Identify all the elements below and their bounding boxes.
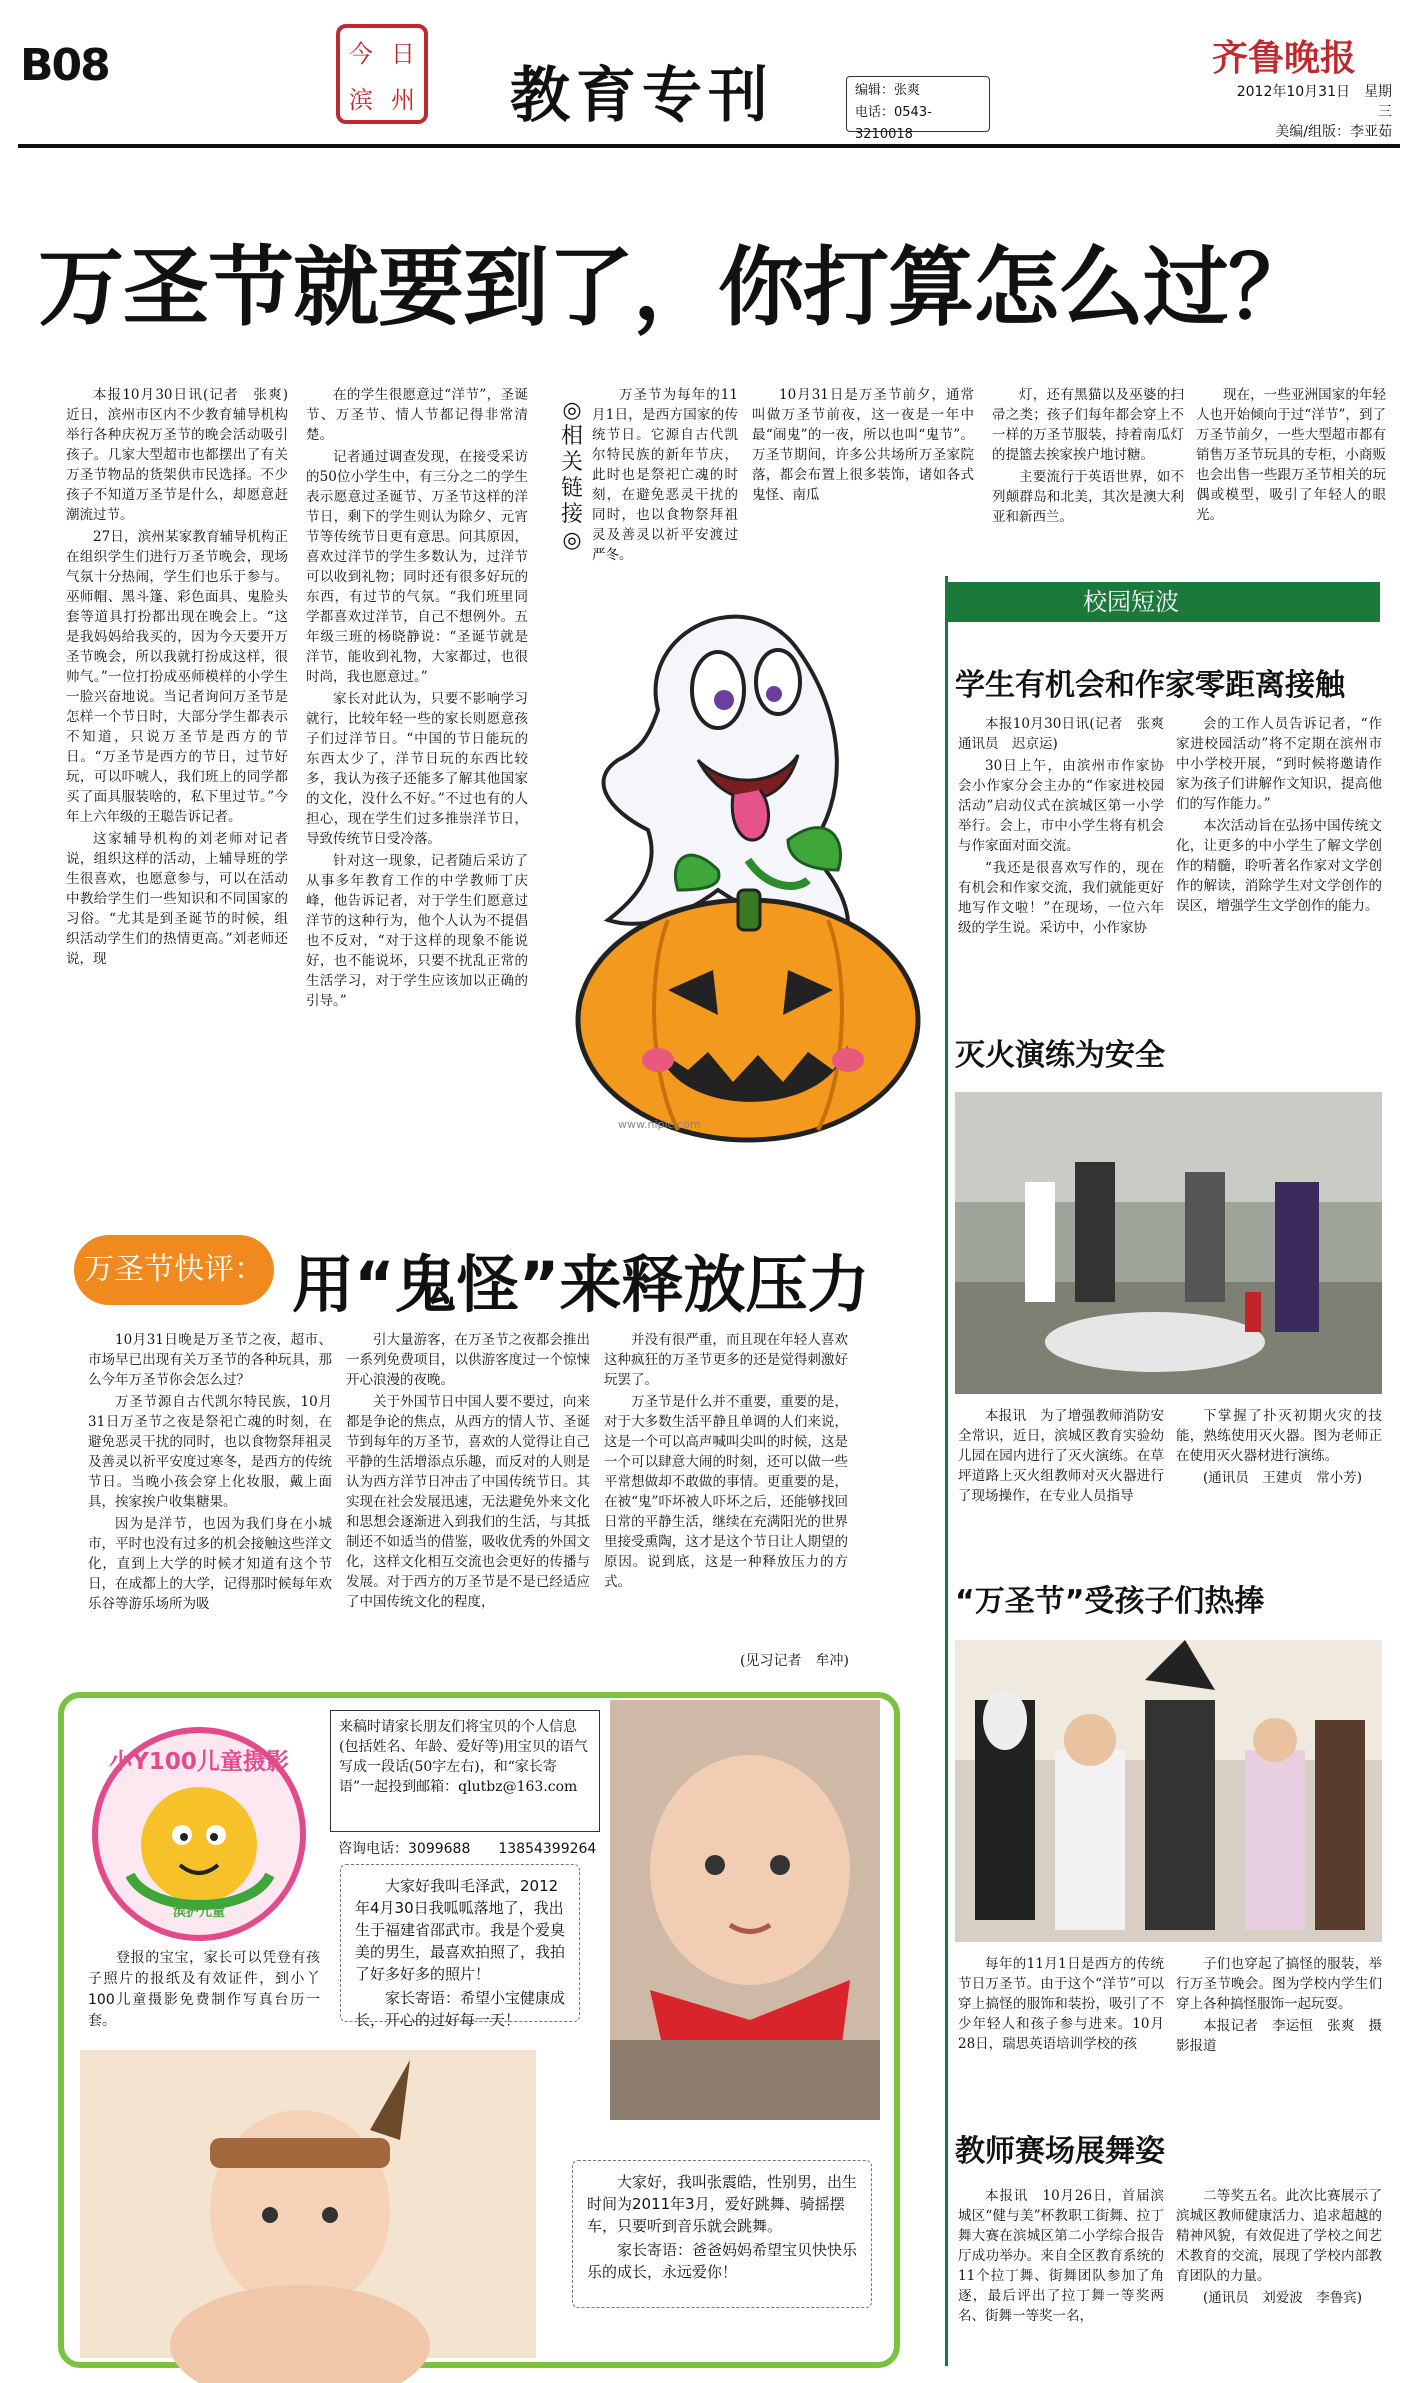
city-logo-seal [336, 24, 428, 124]
date-block [1232, 82, 1392, 142]
tag-label: 校园短波 [1083, 588, 1179, 616]
commentary-column-3 [604, 1330, 848, 1644]
commentary-byline: (见习记者 牟冲) [740, 1653, 849, 1669]
paragraph: 家长对此认为，只要不影响学习就行，比较年轻一些的家长则愿意孩子们过洋节日。“中国的节日能玩的东西太少了，洋节日玩的东西比较多，我认为孩子还能多了解其他国家的文化，没什么不好。”不过也有的人担心，现在学生们过多推崇洋节日，导致传统节日受冷落。 [306, 691, 528, 847]
main-column-2 [306, 385, 528, 1165]
masthead-rule [18, 144, 1400, 148]
paragraph: 子们也穿起了搞怪的服装，举行万圣节晚会。图为学校内学生们穿上各种搞怪服饰一起玩耍。 [1176, 1956, 1382, 2012]
baby-1-photo [610, 1700, 880, 2120]
page-number: B08 [20, 40, 109, 91]
studio-logo [90, 1725, 308, 1943]
paragraph: 因为是洋节，也因为我们身在小城市，平时也没有过多的机会接触这些洋文化，直到上大学的时候才知道有这个节日，在成都上的大学，记得那时候每年欢乐谷等游乐场所为吸 [88, 1516, 332, 1612]
logo-char: 今 [349, 39, 373, 68]
paragraph: 这家辅导机构的刘老师对记者说，组织这样的活动，上辅导班的学生很喜欢，也愿意参与，可以在活动中教给学生们一些知识和不同国家的习俗。“尤其是到圣诞节的时候，组织活动学生们的热情更高。”刘老师还说，现 [66, 831, 288, 967]
paragraph: 灯，还有黑猫以及巫婆的扫帚之类；孩子们每年都会穿上不一样的万圣节服装，持着南瓜灯的提篮去挨家挨户地讨糖。 [992, 387, 1184, 463]
commentary-headline: 用“鬼怪”来释放压力 [292, 1248, 870, 1321]
baby-1-intro [340, 1864, 580, 2029]
halloween-kids-photo-icon [955, 1640, 1382, 1942]
art-editor-line: 美编/组版：李亚茹 [1275, 124, 1392, 140]
sidebar-title-1: 学生有机会和作家零距离接触 [955, 668, 1345, 703]
paragraph: 每年的11月1日是西方的传统节日万圣节。由于这个“洋节”可以穿上搞怪的服饰和装扮，吸引了不少年轻人和孩子参与进来。10月28日，瑞思英语培训学校的孩 [958, 1956, 1164, 2052]
paragraph: 主要流行于英语世界，如不列颠群岛和北美，其次是澳大利亚和新西兰。 [992, 469, 1184, 525]
image-credit: www.nipic.com [618, 1118, 701, 1131]
campus-news-tag [948, 582, 1380, 622]
ghost-pumpkin-illustration [548, 590, 928, 1150]
commentary-column-1 [88, 1330, 332, 1670]
sidebar-4-col-2 [1176, 2186, 1382, 2366]
date-line: 2012年10月31日 星期三 [1236, 84, 1392, 120]
paragraph: 万圣节是什么并不重要，重要的是，对于大多数生活平静且单调的人们来说，这是一个可以高声喊叫尖叫的时候，这是一个可以肆意大闹的时刻，还可以做一些平常想做却不敢做的事情。更重要的是，在被“鬼”吓坏被人吓坏之后，还能够找回日常的平静生活，继续在充满阳光的世界里接受熏陶，这才是这个节日让人期望的原因。说到底，这是一种释放压力的方式。 [604, 1394, 848, 1590]
paragraph: 本报10月30日讯(记者 张爽) 近日，滨州市区内不少教育辅导机构举行各种庆祝万圣节的晚会活动吸引孩子。几家大型超市也都摆出了有关万圣节物品的货架供市民选择。不少孩子不知道万圣节是什么，却愿意赶潮流过节。 [66, 387, 302, 523]
submission-note: 来稿时请家长朋友们将宝贝的个人信息(包括姓名、年龄、爱好等)用宝贝的语气写成一段话(50字左右)，和“家长寄语”一起投到邮箱：qlutbz@163.com [330, 1710, 600, 1832]
related-column-3 [992, 385, 1184, 560]
paragraph: 下掌握了扑灭初期火灾的技能，熟练使用灭火器。图为老师正在使用灭火器材进行演练。 [1176, 1408, 1382, 1464]
paragraph: 本报10月30日讯(记者 张爽 通讯员 迟京运) [958, 716, 1178, 752]
sidebar-3-col-2 [1176, 1954, 1382, 2104]
fire-drill-photo-icon [955, 1092, 1382, 1394]
sidebar-title-2: 灭火演练为安全 [955, 1038, 1165, 1073]
paragraph: “我还是很喜欢写作的，现在有机会和作家交流，我们就能更好地写作文啦！”在现场，一位六年级的学生说。采访中，小作家协 [958, 860, 1164, 936]
paragraph: 家长寄语：爸爸妈妈希望宝贝快快乐乐的成长，永远爱你！ [587, 2241, 858, 2281]
paragraph: 10月31日是万圣节前夕，通常叫做万圣节前夜，这一夜是一年中最“闹鬼”的一夜，所以也叫“鬼节”。万圣节期间，许多公共场所万圣家院落，都会布置上很多装饰，诸如各式鬼怪、南瓜 [752, 387, 974, 503]
paragraph: 引大量游客，在万圣节之夜都会推出一系列免费项目，以供游客度过一个惊悚开心浪漫的夜晚。 [346, 1332, 590, 1388]
related-links-label: ◎相关链接◎ [560, 398, 583, 553]
logo-char: 滨 [349, 85, 373, 114]
main-headline: 万圣节就要到了，你打算怎么过？ [38, 238, 1313, 338]
sidebar-2-col-1 [958, 1406, 1164, 1536]
paragraph: 会的工作人员告诉记者，“作家进校园活动”将不定期在滨州市中小学校开展，“到时候将邀请作家为孩子们讲解作文知识，提高他们的写作能力。” [1176, 716, 1382, 812]
baby-2-photo [80, 2050, 536, 2358]
sidebar-1-col-2 [1176, 714, 1382, 1014]
sidebar-title-3: “万圣节”受孩子们热捧 [955, 1584, 1265, 1619]
related-column-4 [1196, 385, 1386, 560]
paragraph: 登报的宝宝，家长可以凭登有孩子照片的报纸及有效证件，到小丫100儿童摄影免费制作写真台历一套。 [88, 1950, 320, 2029]
paragraph: 大家好，我叫张震皓，性别男，出生时间为2011年3月，爱好跳舞、骑摇摆车，只要听到音乐就会跳舞。 [587, 2173, 858, 2235]
logo-char: 日 [391, 39, 415, 68]
baby-photo-icon [80, 2050, 536, 2358]
commentary-column-2 [346, 1330, 590, 1670]
paragraph: 本报记者 李运恒 张爽 摄影报道 [1176, 2018, 1382, 2054]
paragraph: 关于外国节日中国人要不要过，向来都是争论的焦点，从西方的情人节、圣诞节到每年的万圣节，喜欢的人觉得让自己平静的生活增添点乐趣，而反对的人则是认为西方洋节日冲击了中国传统节日。其实现在社会发展迅速，无法避免外来文化和思想会逐渐进入到我们的生活，与其抵制还不如适当的借鉴，吸收优秀的外国文化，这样文化相互交流也会更好的传播与发展。对于西方的万圣节是不是已经适应了中国传统文化的程度， [346, 1394, 590, 1610]
sidebar-rule [945, 576, 948, 2366]
editor-line: 编辑：张爽 [855, 83, 921, 98]
paragraph: 二等奖五名。此次比赛展示了滨城区教师健康活力、追求超越的精神风貌，有效促进了学校之间艺术教育的交流，展现了学校内部教育团队的力量。 [1176, 2188, 1382, 2284]
paragraph: 万圣节源自古代凯尔特民族，10月31日万圣节之夜是祭祀亡魂的时刻，在避免恶灵干扰的同时，也以食物祭拜祖灵及善灵以祈平安度过寒冬，是西方的传统节日。当晚小孩会穿上化妆服，戴上面具，挨家挨户收集糖果。 [88, 1394, 332, 1510]
editor-box [846, 76, 990, 142]
ghost-pumpkin-icon [548, 590, 928, 1150]
paragraph: (通讯员 王建贞 常小芳) [1203, 1470, 1363, 1486]
paragraph: 万圣节为每年的11月1日，是西方国家的传统节日。它源自古代凯尔特民族的新年节庆，此时也是祭祀亡魂的时刻，在避免恶灵干扰的同时，也以食物祭拜祖灵及善灵以祈平安渡过严冬。 [592, 387, 738, 563]
paragraph: (通讯员 刘爱波 李鲁宾) [1203, 2290, 1363, 2306]
studio-logo-text: 小Y100儿童摄影 [109, 1749, 289, 1775]
newspaper-name: 齐鲁晚报 [1212, 37, 1357, 79]
paragraph: 本次活动旨在弘扬中国传统文化，让更多的中小学生了解文学创作的精髓，聆听著名作家对文学创作的解读，消除学生对文学创作的误区，增强学生文学创作的能力。 [1176, 818, 1382, 914]
paragraph: 现在，一些亚洲国家的年轻人也开始倾向于过“洋节”，到了万圣节前夕，一些大型超市都有销售万圣节玩具的专柜，小商贩也会出售一些跟万圣节相关的玩偶或模型，吸引了年轻人的眼光。 [1196, 387, 1386, 523]
promo-text [88, 1948, 320, 2038]
commentary-badge: 万圣节快评： [74, 1235, 274, 1305]
baby-2-intro [572, 2160, 872, 2308]
sidebar-1-col-1 [958, 714, 1178, 1014]
paragraph: 并没有很严重，而且现在年轻人喜欢这种疯狂的万圣节更多的还是觉得刺激好玩罢了。 [604, 1332, 848, 1388]
fire-drill-photo [955, 1092, 1382, 1394]
paragraph: 10月31日晚是万圣节之夜，超市、市场早已出现有关万圣节的各种玩具，那么今年万圣节你会怎么过？ [88, 1332, 332, 1388]
paragraph: 针对这一现象，记者随后采访了从事多年教育工作的中学教师丁庆峰，他告诉记者，对于学生们愿意过洋节的这种行为，他个人认为不提倡也不反对，“对于这样的现象不能说好，也不能说坏，只要不扰乱正常的生活学习，对于学生应该加以正确的引导。” [306, 853, 528, 1009]
paragraph: 大家好我叫毛泽武，2012年4月30日我呱呱落地了，我出生于福建省邵武市。我是个爱臭美的男生，最喜欢拍照了，我拍了好多好多的照片！ [355, 1877, 566, 1983]
sidebar-4-col-1 [958, 2186, 1164, 2366]
phone-line: 电话：0543-3210018 [855, 105, 932, 142]
section-title: 教育专刊 [510, 61, 774, 131]
paragraph: 记者通过调查发现，在接受采访的50位小学生中，有三分之二的学生表示愿意过圣诞节、万圣节这样的洋节日，剩下的学生则认为除夕、元宵节等传统节日更有意思。问其原因，喜欢过洋节的学生多数认为，过洋节可以收到礼物；同时还有很多好玩的东西，有过节的气氛。“我们班里同学都喜欢过洋节，自己不想例外。五年级三班的杨晓静说：“圣诞节就是洋节，能收到礼物，大家都过，也很时尚，我也愿意过。” [306, 449, 528, 685]
logo-char: 州 [391, 85, 415, 114]
paragraph: 27日，滨州某家教育辅导机构正在组织学生们进行万圣节晚会，现场气氛十分热闹，学生们也乐于参与。巫师帽、黑斗篷、彩色面具、鬼脸头套等道具打扮都出现在晚会上。“这是我妈妈给我买的，因为今天要开万圣节晚会，所以我就打扮成这样，很帅气。”一位打扮成巫师模样的小学生一脸兴奋地说。当记者询问万圣节是怎样一个节日时，大部分学生都表示不知道，只说万圣节是西方的节日。“万圣节是西方的节日，过节好玩，可以吓唬人，我们班上的同学都买了面具服装啥的，私下里过节。”今年上六年级的王聪告诉记者。 [66, 529, 288, 825]
halloween-kids-photo [955, 1640, 1382, 1942]
related-column-1 [592, 385, 738, 563]
main-column-1 [66, 385, 302, 1165]
paragraph: 本报讯 为了增强教师消防安全常识，近日，滨城区教育实验幼儿园在园内进行了灭火演练。在草坪道路上灭火组教师对灭火器进行了现场操作，在专业人员指导 [958, 1408, 1164, 1504]
baby-photo-icon [610, 1700, 880, 2120]
related-column-2 [752, 385, 974, 560]
paragraph: 在的学生很愿意过“洋节”，圣诞节、万圣节、情人节都记得非常清楚。 [306, 387, 528, 443]
paragraph: 本报讯 10月26日，首届滨城区“健与美”杯教职工街舞、拉丁舞大赛在滨城区第二小学综合报告厅成功举办。来自全区教育系统的11个拉丁舞、街舞团队参加了角逐，最后评出了拉丁舞一等奖两名、街舞一等奖一名， [958, 2188, 1164, 2324]
paragraph: 30日上午，由滨州市作家协会小作家分会主办的“作家进校园活动”启动仪式在滨城区第一小学举行。会上，市中小学生将有机会与作家面对面交流。 [958, 758, 1164, 854]
studio-logo-sub: 滨护儿童 [172, 1905, 225, 1920]
sidebar-2-col-2 [1176, 1406, 1382, 1536]
consult-phone: 咨询电话：3099688 13854399264 [338, 1841, 597, 1857]
paragraph: 家长寄语：希望小宝健康成长，开心的过好每一天！ [355, 1989, 566, 2029]
sidebar-title-4: 教师赛场展舞姿 [955, 2134, 1165, 2169]
sidebar-3-col-1 [958, 1954, 1164, 2104]
